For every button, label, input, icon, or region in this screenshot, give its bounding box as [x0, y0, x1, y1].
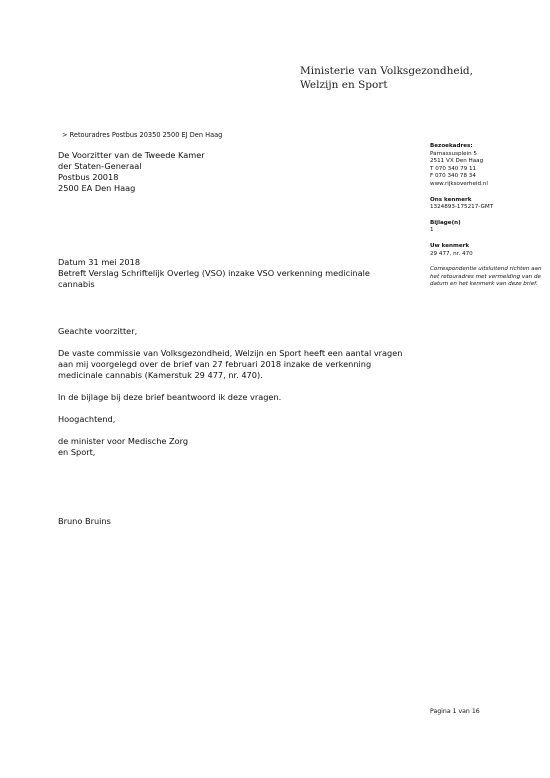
correspondence-note: Correspondentie uitsluitend richten aan het retouradres met vermelding van de datum en het kenmerk van deze brief. — [430, 266, 542, 288]
visit-address-heading: Bezoekadres: — [430, 143, 473, 149]
fax-number: F 070 340 78 34 — [430, 173, 476, 180]
letter-date: Datum 31 mei 2018 — [58, 257, 141, 267]
signoff-line-2: en Sport, — [58, 447, 96, 457]
ministry-letterhead — [300, 64, 473, 92]
signer-name: Bruno Bruins — [58, 516, 111, 526]
recipient-line-3: Postbus 20018 — [58, 172, 119, 182]
your-reference-block — [430, 243, 545, 258]
our-reference-value: 1324893-175217-GMT — [430, 204, 494, 211]
signoff-line-1: de minister voor Medische Zorg — [58, 436, 189, 446]
attachments-block — [430, 220, 545, 235]
ministry-name-line-2: Welzijn en Sport — [300, 79, 388, 91]
page-number: Pagina 1 van 16 — [430, 708, 480, 715]
recipient-line-1: De Voorzitter van de Tweede Kamer — [58, 150, 205, 160]
your-reference-value: 29 477, nr. 470 — [430, 250, 473, 257]
attachments-value: 1 — [430, 227, 434, 234]
recipient-line-2: der Staten-Generaal — [58, 161, 142, 171]
our-reference-heading: Ons kenmerk — [430, 196, 472, 203]
our-reference-block — [430, 197, 545, 212]
recipient-line-4: 2500 EA Den Haag — [58, 183, 136, 193]
visit-address-block — [430, 143, 545, 189]
return-address: > Retouradres Postbus 20350 2500 EJ Den Haag — [62, 131, 223, 139]
website-link[interactable]: www.rijksoverheid.nl — [430, 180, 488, 187]
sidebar-details — [430, 143, 545, 289]
visit-city: 2511 VX Den Haag — [430, 158, 484, 165]
ministry-name-line-1: Ministerie van Volksgezondheid, — [300, 65, 473, 77]
body-paragraph-1: De vaste commissie van Volksgezondheid, Welzijn en Sport heeft een aantal vragen aan mij voorgelegd over de brief van 27 februari 2018 inzake de verkenning medicinale cannabis (Kamerstuk 29 477, nr. 470). — [58, 348, 403, 380]
phone-number: T 070 340 79 11 — [430, 165, 477, 172]
closing: Hoogachtend, — [58, 414, 116, 424]
attachments-heading: Bijlage(n) — [430, 219, 461, 226]
your-reference-heading: Uw kenmerk — [430, 242, 470, 249]
recipient-address — [58, 150, 205, 194]
letter-subject: Betreft Verslag Schriftelijk Overleg (VSO) inzake VSO verkenning medicinale cannabis — [58, 268, 370, 289]
body-paragraph-2: In de bijlage bij deze brief beantwoord ik deze vragen. — [58, 392, 282, 402]
visit-street: Parnassusplein 5 — [430, 150, 477, 157]
letter-body — [58, 326, 408, 458]
salutation: Geachte voorzitter, — [58, 326, 138, 336]
